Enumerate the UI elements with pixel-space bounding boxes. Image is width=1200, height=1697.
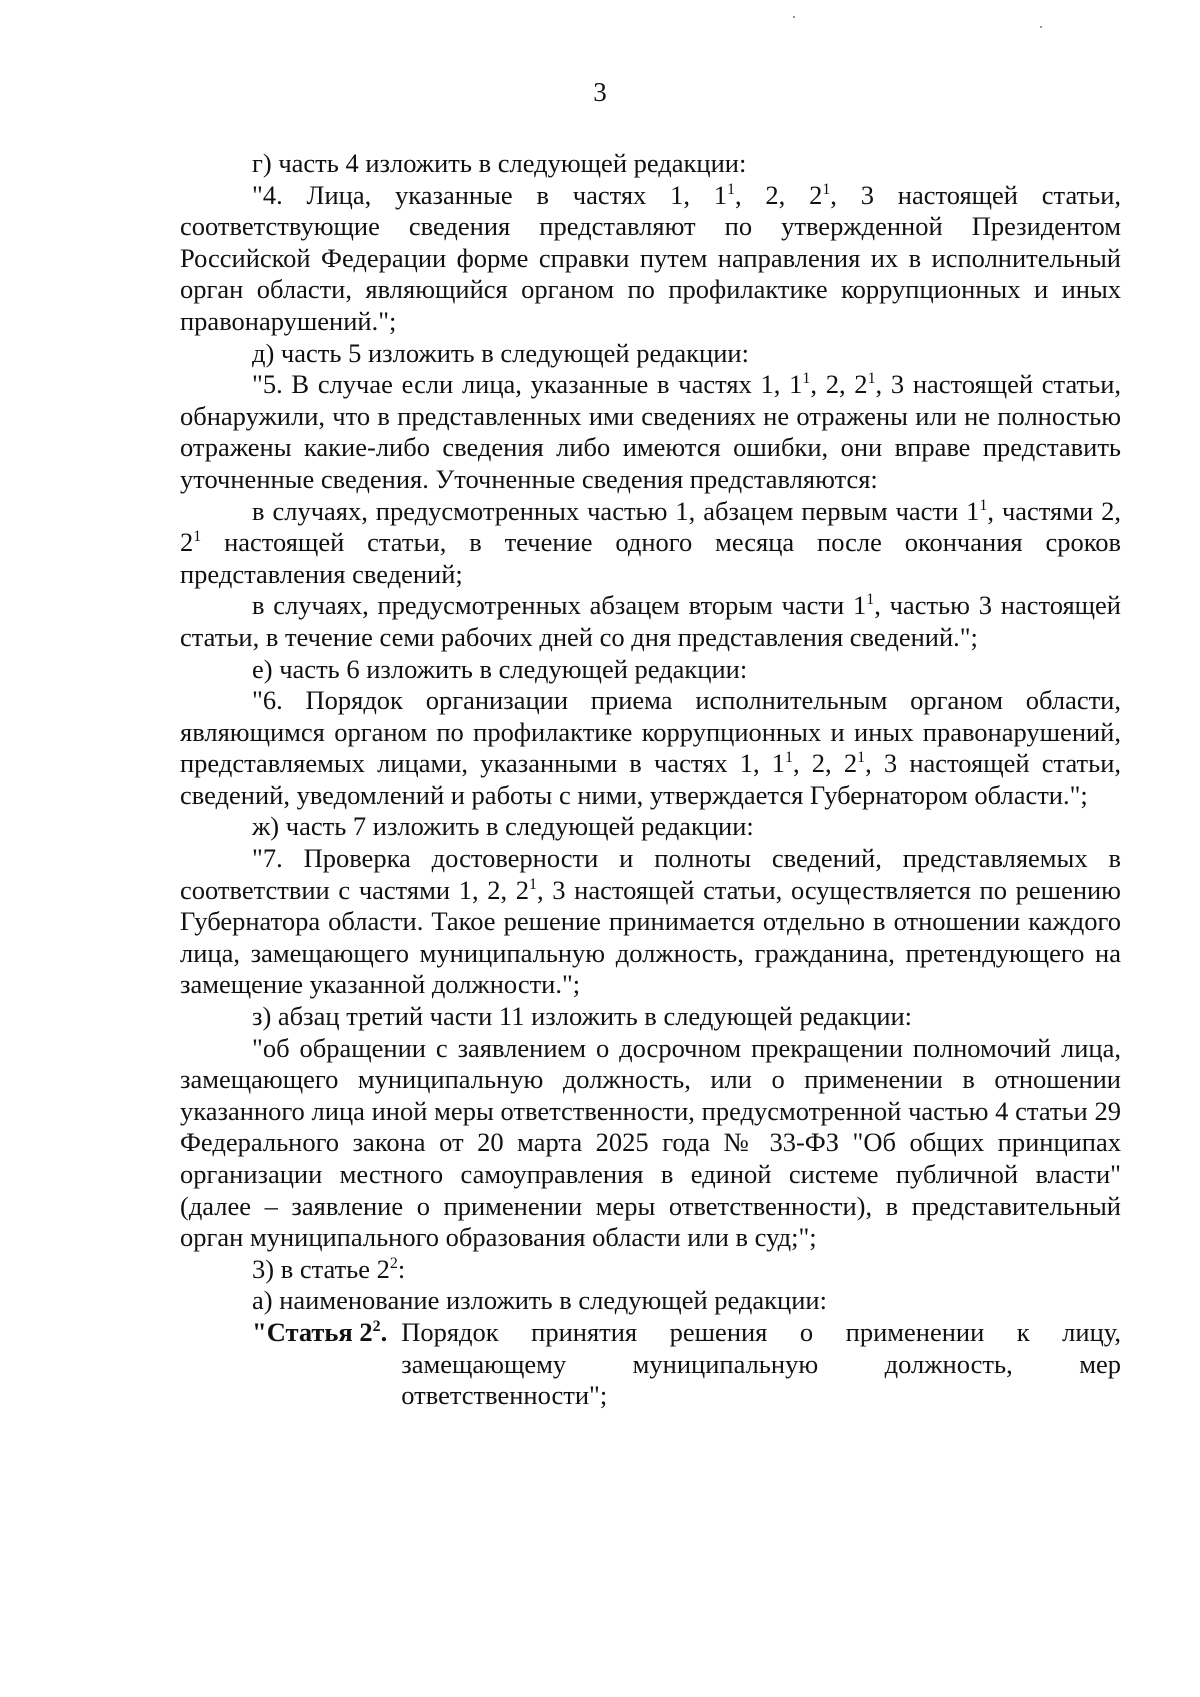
- paragraph-part-6: "6. Порядок организации приема исполнительным органом области, являющимся органом по профилактике коррупционных и иных правонарушений, представляемых лицами, указанными в частях 1, $1^1$, 2, $2^1$, 3 настоящей статьи, сведений, уведомлений и работы с ними, утверждается Губернатором области.";: [180, 685, 1122, 810]
- paragraph-cases-2: в случаях, предусмотренных абзацем вторым части $1^1$, частью 3 настоящей статьи, в течение семи рабочих дней со дня представления сведений.";: [180, 590, 1121, 652]
- page-number: 3: [593, 77, 607, 107]
- paragraph-item-z: з) абзац третий части 11 изложить в следующей редакции:: [252, 1001, 913, 1032]
- superscript: 1: [802, 370, 811, 388]
- superscript: 1: [866, 591, 875, 609]
- scan-speck: [793, 16, 795, 18]
- scan-speck: [1040, 26, 1042, 28]
- superscript: 1: [193, 528, 202, 546]
- superscript: 1: [822, 180, 831, 198]
- paragraph-appeal: "об обращении с заявлением о досрочном прекращении полномочий лица, замещающего муниципальную должность, или о применении в отношении указанного лица иной меры ответственности, предусмотренной частью 4 статьи 29 Федерального закона от 20 марта 2025 года № 33-ФЗ "Об общих принципах организации местного самоуправления в единой системе публичной власти" (далее – заявление о применении меры ответственности), в представительный орган муниципального образования области или в суд;";: [180, 1032, 1121, 1253]
- paragraph-part-4: "4. Лица, указанные в частях 1, $1^1$, 2, $2^1$, 3 настоящей статьи, соответствующие сведения представляют по утвержденной Президентом Российской Федерации форме справки путем направления их в исполнительный орган области, являющийся органом по профилактике коррупционных и иных правонарушений.";: [180, 179, 1122, 336]
- article-title-label: "Статья $2^2$.: [252, 1316, 388, 1347]
- superscript: 1: [979, 496, 988, 514]
- article-title-text: Порядок принятия решения о применении к лицу, замещающему муниципальную должность, мер ответственности";: [401, 1316, 1121, 1411]
- superscript: 1: [857, 749, 866, 767]
- paragraph-part-5: "5. В случае если лица, указанные в частях 1, $1^1$, 2, $2^1$, 3 настоящей статьи, обнаружили, что в представленных ими сведениях не отражены или не полностью отражены какие-либо сведения либо имеются ошибки, они вправе представить уточненные сведения. Уточненные сведения представляются:: [180, 369, 1122, 494]
- paragraph-item-e: е) часть 6 изложить в следующей редакции:: [252, 653, 748, 684]
- paragraph-part-7: "7. Проверка достоверности и полноты сведений, представляемых в соответствии с частями 1, 2, $2^1$, 3 настоящей статьи, осуществляется по решению Губернатора области. Такое решение принимается отдельно в отношении каждого лица, замещающего муниципальную должность, гражданина, претендующего на замещение указанной должности.";: [180, 843, 1121, 1000]
- superscript: 2: [372, 1318, 381, 1336]
- paragraph-item-g: г) часть 4 изложить в следующей редакции:: [252, 148, 747, 178]
- superscript: 1: [529, 875, 537, 893]
- paragraph-item-d: д) часть 5 изложить в следующей редакции:: [252, 337, 749, 368]
- superscript: 1: [727, 180, 735, 198]
- superscript: 1: [867, 370, 876, 388]
- superscript: 2: [389, 1254, 398, 1272]
- superscript: 1: [785, 749, 793, 767]
- article-title: [180, 1317, 1121, 1412]
- paragraph-item-zh: ж) часть 7 изложить в следующей редакции:: [252, 811, 754, 842]
- paragraph-item-a: а) наименование изложить в следующей редакции:: [252, 1285, 827, 1316]
- paragraph-cases-1: в случаях, предусмотренных частью 1, абзацем первым части $1^1$, частями 2, $2^1$ настоящей статьи, в течение одного месяца после окончания сроков представления сведений;: [180, 495, 1121, 589]
- paragraph-item-3: 3) в статье $2^2$:: [252, 1253, 406, 1284]
- document-body: [180, 148, 1121, 1412]
